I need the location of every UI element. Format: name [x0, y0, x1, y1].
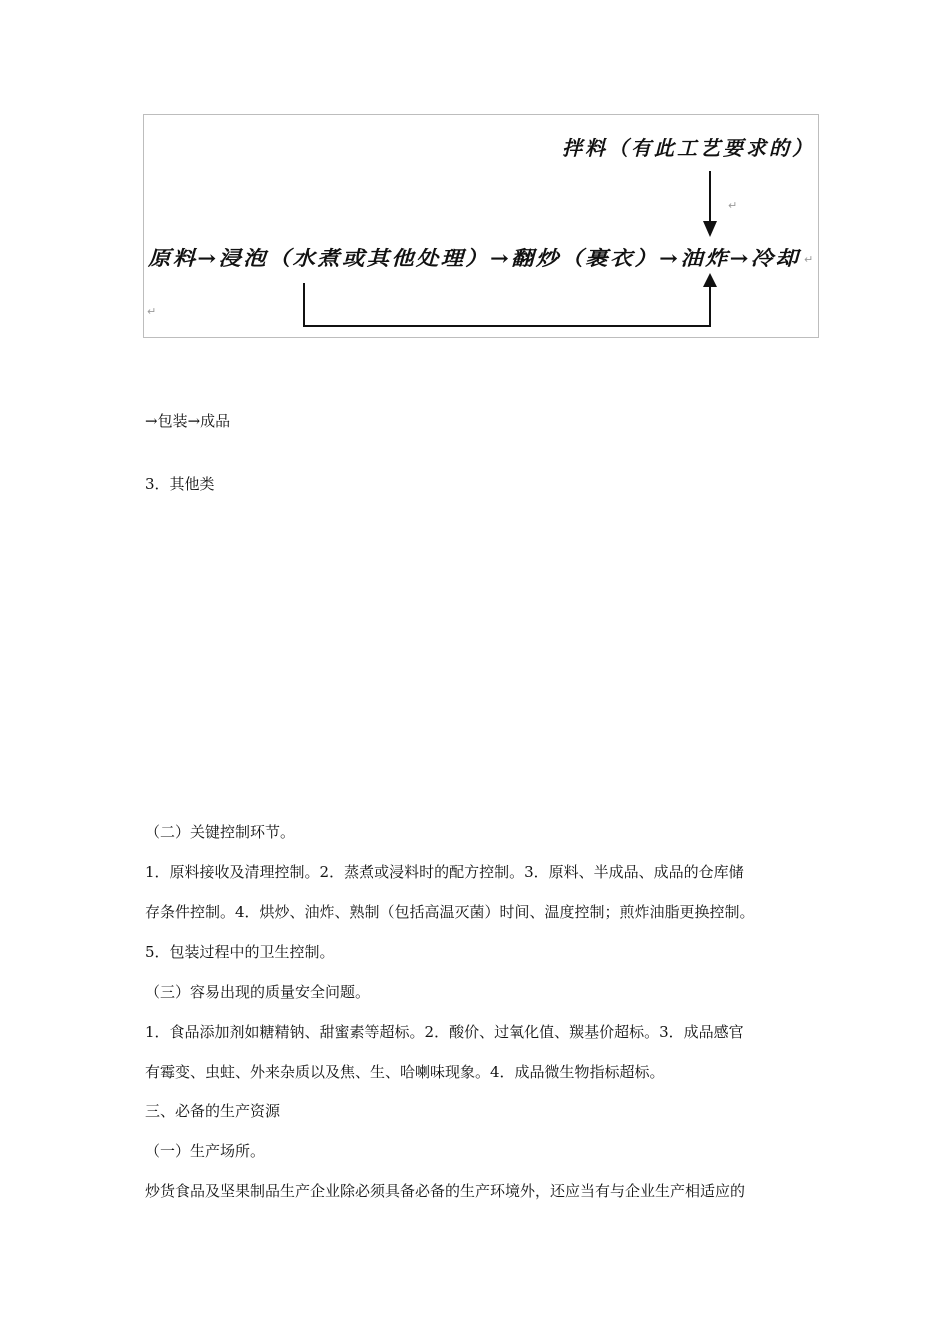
- paragraph-mark-3: ↵: [147, 305, 157, 318]
- heading-key-control: （二）关键控制环节。: [145, 823, 296, 841]
- flow-diagram: [144, 115, 820, 339]
- heading-quality-issues: （三）容易出现的质量安全问题。: [145, 983, 371, 1001]
- bypass-arrow-line: [304, 283, 710, 326]
- heading-production-site: （一）生产场所。: [145, 1142, 266, 1160]
- paragraph-mark-1: ↵: [728, 199, 738, 212]
- main-process-flow: 原料→浸泡（水煮或其他处理）→翻炒（裹衣）→油炸→冷却: [146, 246, 803, 270]
- flow-continuation: →包装→成品: [145, 412, 231, 430]
- paragraph-mark-2: ↵: [804, 253, 814, 266]
- up-arrow-head: [703, 273, 717, 287]
- section-other-category: 3．其他类: [145, 475, 215, 493]
- heading-production-resources: 三、必备的生产资源: [145, 1102, 281, 1120]
- body-line: 1．原料接收及清理控制。2．蒸煮或浸料时的配方控制。3．原料、半成品、成品的仓库储: [145, 863, 744, 881]
- body-line: 炒货食品及坚果制品生产企业除必须具备必备的生产环境外，还应当有与企业生产相适应的: [145, 1182, 746, 1200]
- down-arrow-head: [703, 221, 717, 237]
- mixing-step-label: 拌料（有此工艺要求的）: [562, 136, 815, 160]
- body-line: 存条件控制。4．烘炒、油炸、熟制（包括高温灭菌）时间、温度控制；煎炸油脂更换控制。: [145, 903, 755, 921]
- body-line: 1．食品添加剂如糖精钠、甜蜜素等超标。2．酸价、过氧化值、羰基价超标。3．成品感官: [145, 1023, 744, 1041]
- body-line: 有霉变、虫蛀、外来杂质以及焦、生、哈喇味现象。4．成品微生物指标超标。: [145, 1063, 665, 1081]
- body-line: 5．包装过程中的卫生控制。: [145, 943, 335, 961]
- process-flow-figure: [143, 114, 819, 338]
